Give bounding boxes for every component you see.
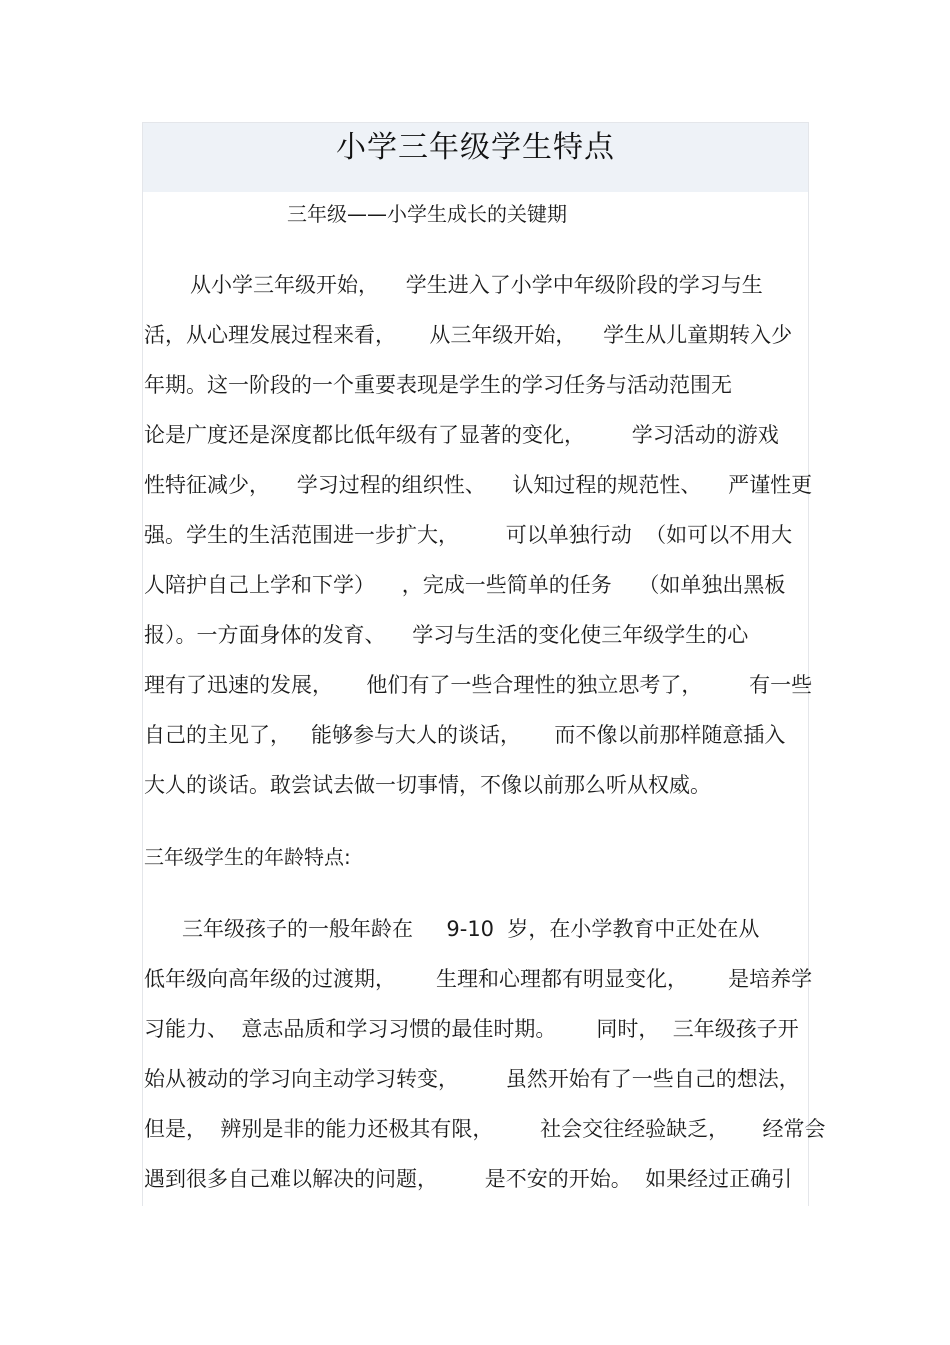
- paragraph1-line: 性特征减少， 学习过程的组织性、 认知过程的规范性、 严谨性更: [144, 473, 813, 497]
- paragraph1-line: 理有了迅速的发展， 他们有了一些合理性的独立思考了， 有一些: [144, 673, 813, 697]
- paragraph1-line: 论是广度还是深度都比低年级有了显著的变化， 学习活动的游戏: [144, 423, 779, 447]
- paragraph2-line: 遇到很多自己难以解决的问题， 是不安的开始。 如果经过正确引: [144, 1167, 793, 1191]
- paragraph2-line: 但是， 辨别是非的能力还极其有限， 社会交往经验缺乏， 经常会: [144, 1117, 826, 1141]
- paragraph2-line: 三年级孩子的一般年龄在 9-10 岁，在小学教育中正处在从: [182, 917, 760, 941]
- document-subtitle: 三年级——小学生成长的关键期: [287, 202, 567, 226]
- title-band: [143, 123, 808, 192]
- document-title: 小学三年级学生特点: [336, 130, 615, 165]
- paragraph1-line: 强。学生的生活范围进一步扩大， 可以单独行动 （如可以不用大: [144, 523, 793, 547]
- paragraph2-line: 习能力、 意志品质和学习习惯的最佳时期。 同时， 三年级孩子开: [144, 1017, 799, 1041]
- paragraph1-line: 从小学三年级开始， 学生进入了小学中年级阶段的学习与生: [190, 273, 763, 297]
- paragraph1-line: 自己的主见了， 能够参与大人的谈话， 而不像以前那样随意插入: [144, 723, 786, 747]
- paragraph1-line: 报）。一方面身体的发育、 学习与生活的变化使三年级学生的心: [144, 623, 749, 647]
- section-heading: 三年级学生的年龄特点:: [144, 845, 351, 869]
- paragraph2-line: 始从被动的学习向主动学习转变， 虽然开始有了一些自己的想法，: [144, 1067, 800, 1091]
- paragraph1-line: 大人的谈话。敢尝试去做一切事情，不像以前那么听从权威。: [144, 773, 711, 797]
- paragraph1-line: 活，从心理发展过程来看， 从三年级开始， 学生从儿童期转入少: [144, 323, 793, 347]
- paragraph2-line: 低年级向高年级的过渡期， 生理和心理都有明显变化， 是培养学: [144, 967, 813, 991]
- paragraph1-line: 人陪护自己上学和下学） ，完成一些简单的任务 （如单独出黑板: [144, 573, 786, 597]
- paragraph1-line: 年期。这一阶段的一个重要表现是学生的学习任务与活动范围无: [144, 373, 732, 397]
